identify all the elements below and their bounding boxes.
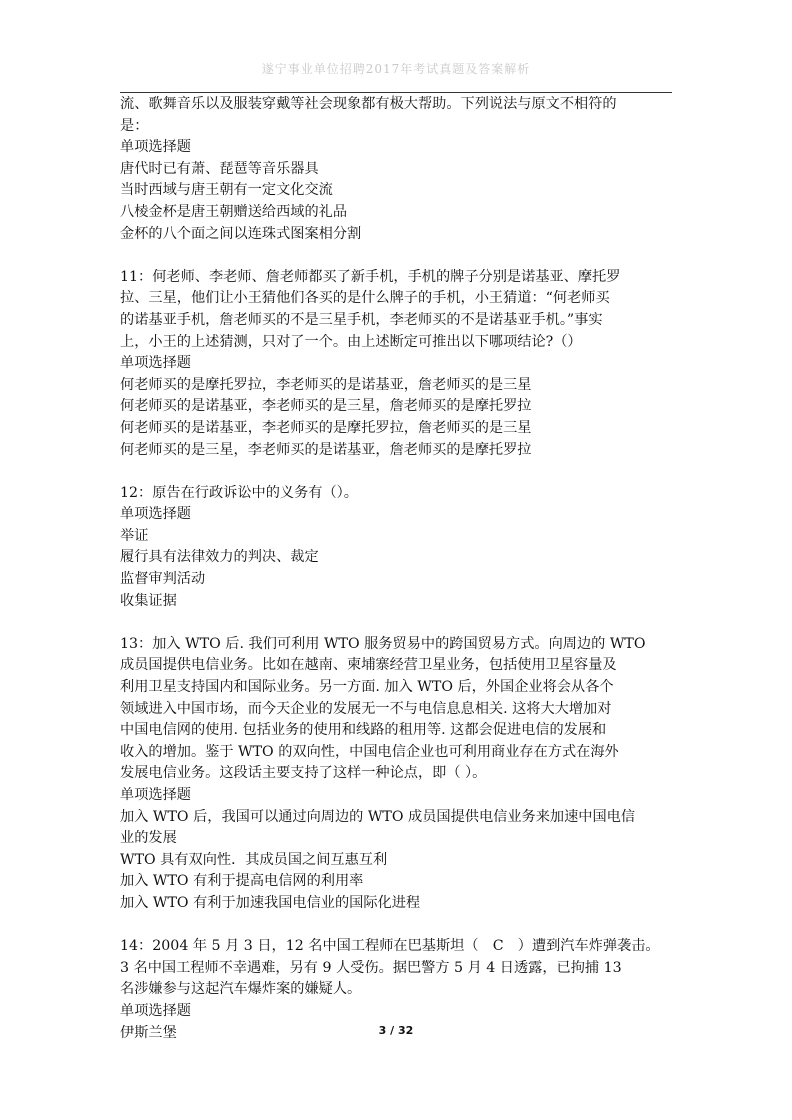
option: 何老师买的是摩托罗拉，李老师买的是诺基亚，詹老师买的是三星 — [120, 376, 532, 393]
question-stem-line: 利用卫星支持国内和国际业务。另一方面. 加入 WTO 后，外国企业将会从各个 — [120, 679, 614, 696]
question-type: 单项选择题 — [120, 506, 191, 523]
question-stem-line: 是： — [120, 117, 149, 134]
question-stem-line: 上，小王的上述猜测，只对了一个。由上述断定可推出以下哪项结论?（） — [120, 333, 582, 350]
option: 伊斯兰堡 — [120, 1024, 177, 1041]
question-stem-line: 中国电信网的使用. 包括业务的使用和线路的租用等. 这都会促进电信的发展和 — [120, 722, 607, 739]
option: 监督审判活动 — [120, 571, 206, 588]
question-10 — [120, 94, 676, 245]
question-stem-line: 12：原告在行政诉讼中的义务有（）。 — [120, 484, 358, 501]
question-stem-line: 14：2004 年 5 月 3 日，12 名中国工程师在巴基斯坦（ C ）遭到汽车炸弹袭击。 — [120, 938, 660, 955]
question-stem-line: 成员国提供电信业务。比如在越南、柬埔寨经营卫星业务，包括使用卫星容量及 — [120, 657, 617, 674]
question-type: 单项选择题 — [120, 139, 191, 156]
option: 履行具有法律效力的判决、裁定 — [120, 549, 319, 566]
question-stem-line: 13：加入 WTO 后. 我们可利用 WTO 服务贸易中的跨国贸易方式。向周边的 WTO — [120, 635, 646, 652]
question-type: 单项选择题 — [120, 1002, 191, 1019]
option: 加入 WTO 有利于加速我国电信业的国际化进程 — [120, 894, 421, 911]
question-stem-line: 11：何老师、李老师、詹老师都买了新手机，手机的牌子分别是诺基亚、摩托罗 — [120, 268, 621, 285]
option: 金杯的八个面之间以连珠式图案相分割 — [120, 225, 362, 242]
page-header-title: 遂宁事业单位招聘2017年考试真题及答案解析 — [261, 62, 531, 76]
option: 八棱金杯是唐王朝赠送给西域的礼品 — [120, 203, 348, 220]
question-stem-line: 拉、三星，他们让小王猜他们各买的是什么牌子的手机，小王猜道：“何老师买 — [120, 290, 610, 307]
blank-line — [120, 245, 676, 267]
question-stem-line: 流、歌舞音乐以及服装穿戴等社会现象都有极大帮助。下列说法与原文不相符的 — [120, 96, 617, 112]
question-13 — [120, 634, 676, 915]
option: WTO 具有双向性．其成员国之间互惠互利 — [120, 851, 388, 868]
blank-line — [120, 612, 676, 634]
option: 当时西域与唐王朝有一定文化交流 — [120, 182, 333, 199]
option: 收集证据 — [120, 592, 177, 609]
page-number: 3 / 32 — [378, 1024, 414, 1037]
question-stem-line: 的诺基亚手机，詹老师买的不是三星手机，李老师买的不是诺基亚手机。”事实 — [120, 311, 603, 328]
question-stem-line: 3 名中国工程师不幸遇难，另有 9 人受伤。据巴警方 5 月 4 日透露，已拘捕 13 — [120, 959, 622, 976]
option: 唐代时已有萧、琵琶等音乐器具 — [120, 160, 319, 177]
question-type: 单项选择题 — [120, 787, 191, 803]
question-12 — [120, 483, 676, 613]
document-body — [120, 94, 676, 1044]
option: 何老师买的是三星，李老师买的是诺基亚，詹老师买的是摩托罗拉 — [120, 441, 532, 458]
option: 何老师买的是诺基亚，李老师买的是摩托罗拉，詹老师买的是三星 — [120, 419, 532, 436]
question-11 — [120, 267, 676, 461]
blank-line — [120, 915, 676, 937]
option: 业的发展 — [120, 830, 177, 847]
option: 何老师买的是诺基亚，李老师买的是三星，詹老师买的是摩托罗拉 — [120, 398, 532, 415]
question-stem-line: 名涉嫌参与这起汽车爆炸案的嫌疑人。 — [120, 981, 362, 998]
option: 加入 WTO 后，我国可以通过向周边的 WTO 成员国提供电信业务来加速中国电信 — [120, 808, 636, 825]
question-stem-line: 收入的增加。鉴于 WTO 的双向性，中国电信企业也可利用商业存在方式在海外 — [120, 743, 619, 760]
question-stem-line: 领域进入中国市场，而今天企业的发展无一不与电信息息相关. 这将大大增加对 — [120, 700, 612, 717]
question-type: 单项选择题 — [120, 355, 191, 372]
blank-line — [120, 461, 676, 483]
question-stem-line: 发展电信业务。这段话主要支持了这样一种论点，即（ ）。 — [120, 765, 487, 782]
option: 举证 — [120, 527, 149, 544]
option: 加入 WTO 有利于提高电信网的利用率 — [120, 873, 364, 890]
header-divider — [120, 92, 672, 93]
